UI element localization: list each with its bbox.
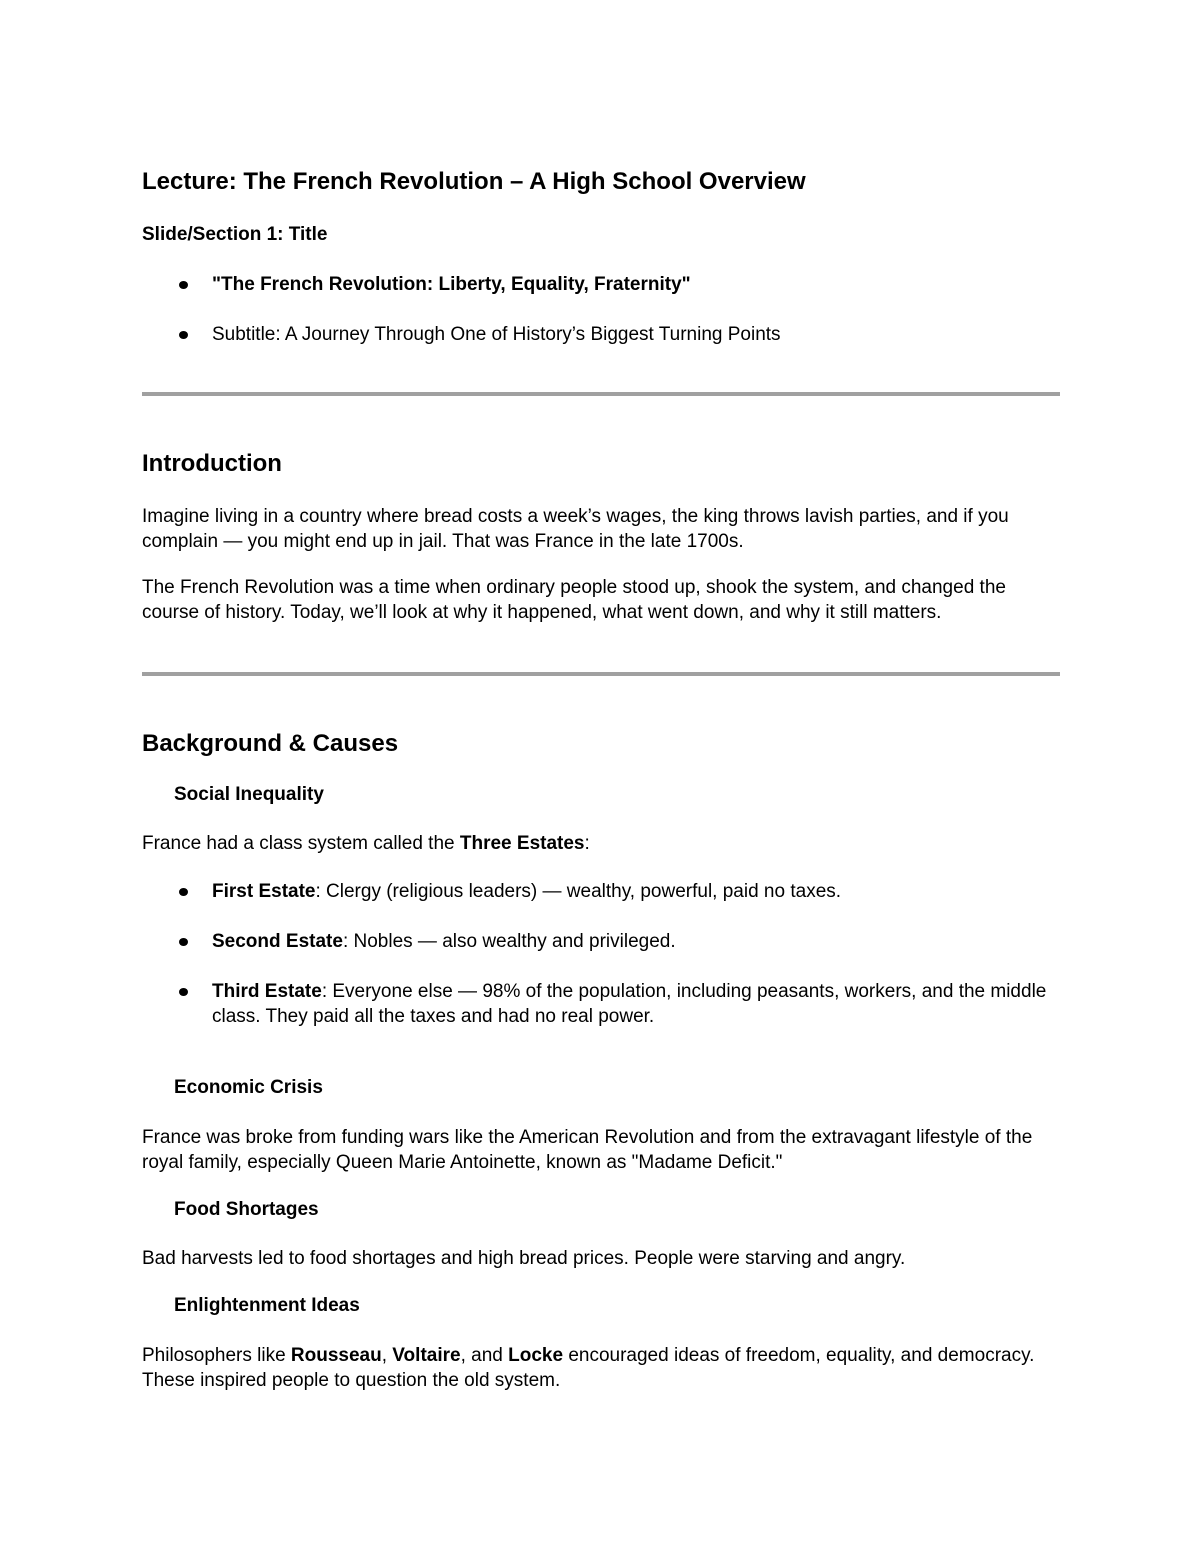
list-item (142, 322, 1060, 347)
social-inequality-heading: Social Inequality (174, 784, 324, 805)
list-item (142, 879, 1060, 904)
philosopher-name: Rousseau (290, 1345, 382, 1366)
three-estates-intro: France had a class system called the Three Estates: (142, 833, 590, 854)
list-item (142, 929, 1060, 954)
bullet-icon (179, 281, 188, 289)
three-estates-term: Three Estates (459, 833, 585, 854)
philosopher-name: Locke (508, 1345, 564, 1366)
bullet-icon (179, 888, 188, 896)
estate-name: First Estate (212, 881, 316, 902)
food-shortages-heading: Food Shortages (174, 1199, 319, 1220)
slide-main-title: "The French Revolution: Liberty, Equality, Fraternity" (212, 274, 691, 295)
enlightenment-heading: Enlightenment Ideas (174, 1295, 360, 1316)
title-bullet-list (142, 272, 1060, 347)
philosopher-name: Voltaire (392, 1345, 461, 1366)
introduction-paragraph: Imagine living in a country where bread costs a week’s wages, the king throws lavish parties, and if you complain — you might end up in jail. That was France in the late 1700s. (142, 506, 1009, 552)
estate-description: : Everyone else — 98% of the population, including peasants, workers, and the middle class. They paid all the taxes and had no real power. (212, 981, 1047, 1027)
list-item (142, 979, 1060, 1029)
estate-name: Third Estate (212, 981, 322, 1002)
bullet-icon (179, 988, 188, 996)
estates-list (142, 879, 1060, 1029)
horizontal-divider (142, 672, 1060, 676)
estate-name: Second Estate (212, 931, 343, 952)
bullet-icon (179, 331, 188, 339)
food-shortages-paragraph: Bad harvests led to food shortages and high bread prices. People were starving and angry. (142, 1248, 906, 1269)
document-title: Lecture: The French Revolution – A High School Overview (142, 168, 806, 195)
introduction-heading: Introduction (142, 450, 282, 477)
slide-section-label: Slide/Section 1: Title (142, 224, 328, 245)
list-item (142, 272, 1060, 297)
estate-description: : Clergy (religious leaders) — wealthy, powerful, paid no taxes. (315, 881, 842, 902)
horizontal-divider (142, 392, 1060, 396)
introduction-paragraph: The French Revolution was a time when ordinary people stood up, shook the system, and changed the course of history. Today, we’ll look at why it happened, what went down, and why it still matters. (142, 577, 1006, 623)
bullet-icon (179, 938, 188, 946)
economic-crisis-paragraph: France was broke from funding wars like the American Revolution and from the extravagant lifestyle of the royal family, especially Queen Marie Antoinette, known as "Madame Deficit." (142, 1127, 1033, 1173)
slide-subtitle: Subtitle: A Journey Through One of History’s Biggest Turning Points (212, 324, 781, 345)
background-heading: Background & Causes (142, 730, 399, 757)
estate-description: : Nobles — also wealthy and privileged. (342, 931, 676, 952)
economic-crisis-heading: Economic Crisis (174, 1077, 323, 1098)
enlightenment-paragraph: Philosophers like Rousseau, Voltaire, and Locke encouraged ideas of freedom, equality, and democracy. These inspired people to question the old system. (142, 1345, 1035, 1391)
